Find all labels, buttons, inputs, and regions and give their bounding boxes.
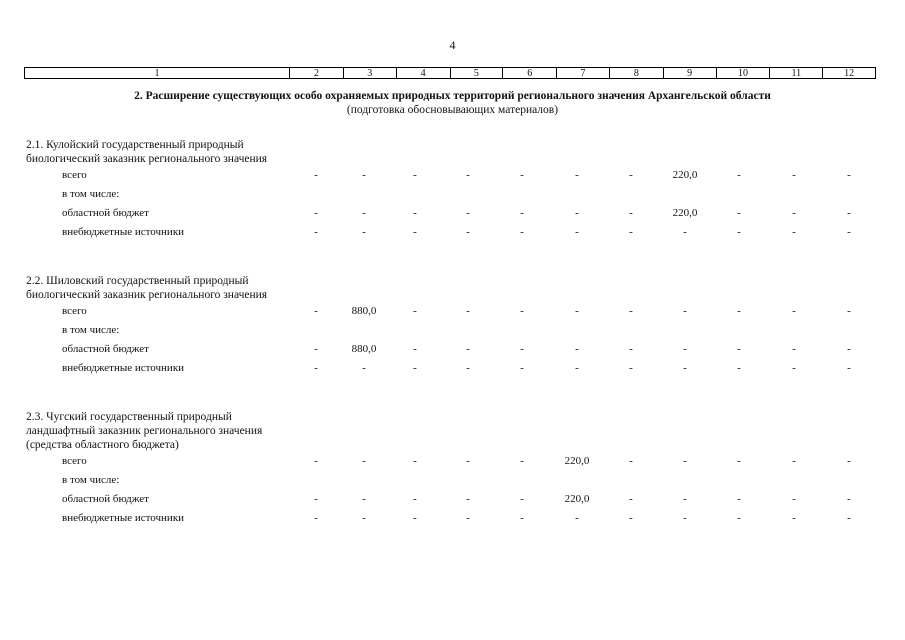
value-cell: - xyxy=(520,362,524,374)
table-row xyxy=(26,223,876,242)
value-cell: - xyxy=(466,455,470,467)
value-cell: - xyxy=(629,343,633,355)
table-row xyxy=(26,204,876,223)
value-cell: - xyxy=(629,493,633,505)
value-cell: - xyxy=(683,455,687,467)
value-cell: - xyxy=(314,493,318,505)
value-cell: - xyxy=(792,455,796,467)
table-row xyxy=(26,185,876,204)
value-cell: - xyxy=(314,455,318,467)
value-cell: - xyxy=(792,362,796,374)
row-label: внебюджетные источники xyxy=(62,512,185,524)
value-cell: - xyxy=(737,362,741,374)
budget-section xyxy=(26,410,876,528)
header-col-11: 11 xyxy=(769,68,822,78)
value-cell: - xyxy=(466,226,470,238)
value-cell: - xyxy=(466,362,470,374)
value-cell: - xyxy=(629,226,633,238)
value-cell: 220,0 xyxy=(564,493,590,505)
value-cell: - xyxy=(629,455,633,467)
value-cell: - xyxy=(314,207,318,219)
value-cell: - xyxy=(792,512,796,524)
value-cell: - xyxy=(737,493,741,505)
value-cell: - xyxy=(847,362,851,374)
row-label: в том числе: xyxy=(62,188,120,200)
value-cell: - xyxy=(792,305,796,317)
value-cell: - xyxy=(792,493,796,505)
value-cell: - xyxy=(362,493,366,505)
value-cell: - xyxy=(520,169,524,181)
value-cell: 220,0 xyxy=(672,169,698,181)
budget-section xyxy=(26,274,876,378)
value-cell: - xyxy=(847,169,851,181)
value-cell: - xyxy=(575,362,579,374)
header-col-4: 4 xyxy=(396,68,450,78)
value-cell: - xyxy=(575,226,579,238)
value-cell: - xyxy=(575,305,579,317)
header-col-6: 6 xyxy=(502,68,556,78)
row-label: всего xyxy=(62,455,87,467)
column-header-row xyxy=(24,67,876,79)
value-cell: - xyxy=(362,207,366,219)
header-col-1: 1 xyxy=(154,68,160,79)
row-label: внебюджетные источники xyxy=(62,226,185,238)
value-cell: - xyxy=(413,169,417,181)
value-cell: - xyxy=(575,169,579,181)
table-row xyxy=(26,471,876,490)
value-cell: 880,0 xyxy=(351,343,377,355)
value-cell: - xyxy=(520,455,524,467)
value-cell: - xyxy=(413,226,417,238)
budget-section xyxy=(26,138,876,242)
value-cell: - xyxy=(362,512,366,524)
header-col-10: 10 xyxy=(716,68,770,78)
page-number: 4 xyxy=(449,38,456,52)
value-cell: - xyxy=(575,343,579,355)
table-row xyxy=(26,490,876,509)
header-col-5: 5 xyxy=(450,68,503,78)
value-cell: - xyxy=(737,455,741,467)
value-cell: - xyxy=(847,226,851,238)
value-cell: - xyxy=(466,305,470,317)
value-cell: - xyxy=(847,343,851,355)
row-label: в том числе: xyxy=(62,324,120,336)
value-cell: - xyxy=(413,493,417,505)
table-row xyxy=(26,359,876,378)
section-subtitle: (подготовка обосновывающих материалов) xyxy=(346,104,559,116)
section-heading: 2.2. Шиловский государственный природный биологический заказник регионального значения xyxy=(26,275,268,301)
header-col-8: 8 xyxy=(609,68,663,78)
value-cell: - xyxy=(362,362,366,374)
value-cell: - xyxy=(629,512,633,524)
row-label: в том числе: xyxy=(62,474,120,486)
value-cell: - xyxy=(314,362,318,374)
value-cell: - xyxy=(683,493,687,505)
value-cell: - xyxy=(847,207,851,219)
row-label: внебюджетные источники xyxy=(62,362,185,374)
value-cell: - xyxy=(683,343,687,355)
value-cell: - xyxy=(413,343,417,355)
value-cell: - xyxy=(847,455,851,467)
value-cell: - xyxy=(413,512,417,524)
header-col-3: 3 xyxy=(343,68,396,78)
value-cell: - xyxy=(683,305,687,317)
value-cell: - xyxy=(520,305,524,317)
value-cell: - xyxy=(314,305,318,317)
value-cell: - xyxy=(362,455,366,467)
value-cell: - xyxy=(362,169,366,181)
row-label: всего xyxy=(62,305,87,317)
value-cell: - xyxy=(737,512,741,524)
value-cell: - xyxy=(629,305,633,317)
header-col-12: 12 xyxy=(822,68,875,78)
value-cell: - xyxy=(575,207,579,219)
table-row xyxy=(26,302,876,321)
value-cell: - xyxy=(466,343,470,355)
section-heading: 2.3. Чугский государственный природный ландшафтный заказник регионального значения (средства областного бюджета) xyxy=(26,411,263,451)
header-col-7: 7 xyxy=(556,68,609,78)
value-cell: - xyxy=(413,305,417,317)
value-cell: - xyxy=(466,493,470,505)
table-row xyxy=(26,321,876,340)
value-cell: - xyxy=(847,512,851,524)
value-cell: - xyxy=(520,512,524,524)
value-cell: - xyxy=(629,169,633,181)
value-cell: - xyxy=(362,226,366,238)
value-cell: - xyxy=(683,226,687,238)
value-cell: - xyxy=(629,362,633,374)
value-cell: - xyxy=(737,169,741,181)
value-cell: - xyxy=(737,207,741,219)
value-cell: - xyxy=(792,169,796,181)
row-label: всего xyxy=(62,169,87,181)
value-cell: 220,0 xyxy=(564,455,590,467)
value-cell: - xyxy=(792,207,796,219)
value-cell: - xyxy=(413,207,417,219)
value-cell: - xyxy=(737,343,741,355)
value-cell: - xyxy=(314,226,318,238)
value-cell: - xyxy=(520,343,524,355)
value-cell: - xyxy=(737,226,741,238)
value-cell: - xyxy=(314,343,318,355)
value-cell: - xyxy=(520,226,524,238)
value-cell: - xyxy=(466,207,470,219)
value-cell: 880,0 xyxy=(351,305,377,317)
value-cell: - xyxy=(413,362,417,374)
table-row xyxy=(26,166,876,185)
value-cell: - xyxy=(466,169,470,181)
value-cell: - xyxy=(737,305,741,317)
table-row xyxy=(26,340,876,359)
section-title: 2. Расширение существующих особо охраняемых природных территорий регионального значения Архангельской области xyxy=(134,90,771,102)
value-cell: - xyxy=(847,305,851,317)
value-cell: - xyxy=(520,493,524,505)
value-cell: - xyxy=(413,455,417,467)
value-cell: - xyxy=(629,207,633,219)
value-cell: - xyxy=(466,512,470,524)
value-cell: - xyxy=(792,343,796,355)
value-cell: - xyxy=(683,362,687,374)
row-label: областной бюджет xyxy=(62,343,149,355)
value-cell: - xyxy=(314,169,318,181)
value-cell: - xyxy=(683,512,687,524)
section-heading: 2.1. Кулойский государственный природный биологический заказник регионального значения xyxy=(26,139,268,165)
table-row xyxy=(26,509,876,528)
row-label: областной бюджет xyxy=(62,493,149,505)
table-row xyxy=(26,452,876,471)
value-cell: - xyxy=(847,493,851,505)
row-label: областной бюджет xyxy=(62,207,149,219)
header-col-9: 9 xyxy=(663,68,716,78)
value-cell: - xyxy=(792,226,796,238)
value-cell: - xyxy=(314,512,318,524)
header-col-2: 2 xyxy=(289,68,343,78)
value-cell: - xyxy=(520,207,524,219)
value-cell: 220,0 xyxy=(672,207,698,219)
value-cell: - xyxy=(575,512,579,524)
